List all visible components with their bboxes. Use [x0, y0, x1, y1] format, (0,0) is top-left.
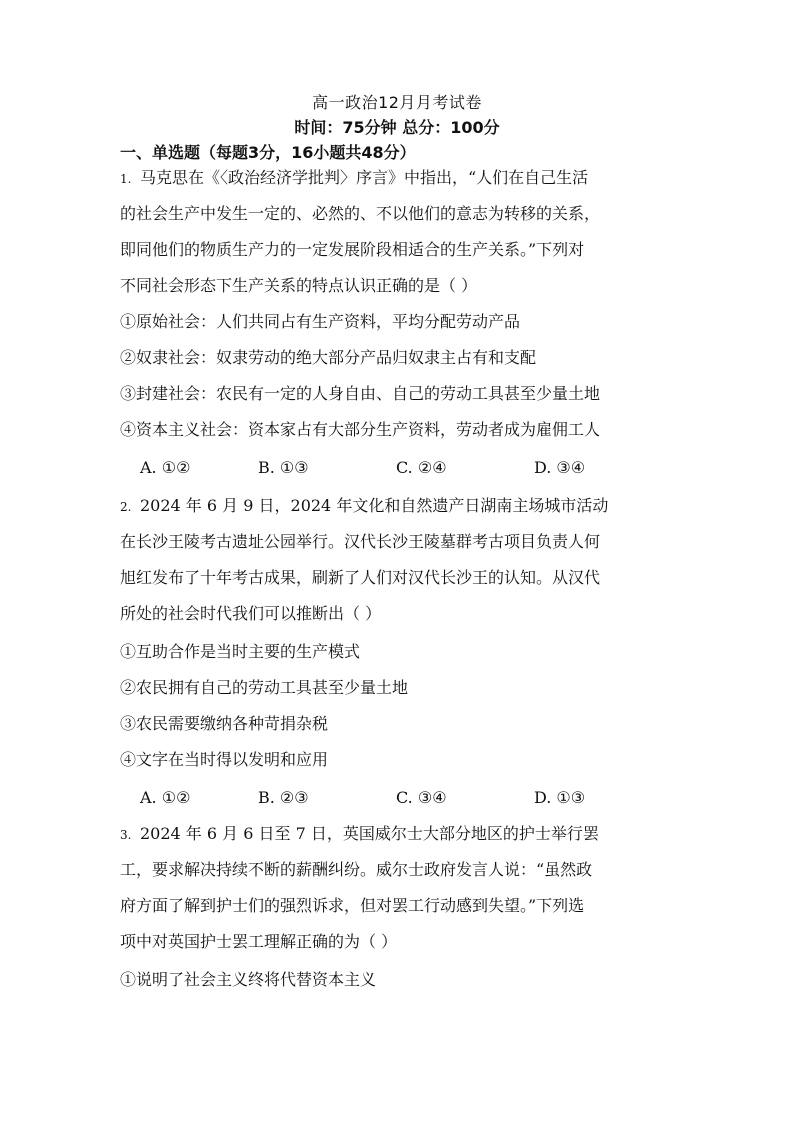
question-3-item-1: ①说明了社会主义终将代替资本主义 — [120, 970, 377, 989]
question-3-line-2: 工，要求解决持续不断的薪酬纠纷。威尔士政府发言人说：“虽然政 — [120, 860, 593, 879]
option-b: B. ②③ — [258, 788, 309, 807]
question-1-line-1 — [120, 166, 680, 191]
question-2-item-4: ④文字在当时得以发明和应用 — [120, 750, 329, 769]
question-number: 3. — [120, 828, 132, 842]
question-text: 马克思在《〈政治经济学批判〉序言》中指出，“人们在自己生活 — [140, 168, 589, 187]
question-number: 2. — [120, 500, 132, 514]
exam-info: 时间：75分钟 总分：100分 — [294, 118, 500, 137]
question-number: 1. — [120, 172, 132, 186]
option-d: D. ①③ — [534, 788, 586, 807]
option-c: C. ③④ — [396, 788, 447, 807]
page-title: 高一政治12月月考试卷 — [312, 93, 482, 112]
question-3-line-1 — [120, 822, 680, 847]
question-2-line-1 — [120, 494, 680, 519]
question-3-line-4: 项中对英国护士罢工理解正确的为（ ） — [120, 932, 398, 951]
question-2-line-4: 所处的社会时代我们可以推断出（ ） — [120, 604, 382, 623]
question-2-line-2: 在长沙王陵考古遗址公园举行。汉代长沙王陵墓群考古项目负责人何 — [120, 532, 601, 551]
question-1-item-4: ④资本主义社会：资本家占有大部分生产资料，劳动者成为雇佣工人 — [120, 420, 601, 439]
question-3-line-3: 府方面了解到护士们的强烈诉求，但对罢工行动感到失望。”下列选 — [120, 896, 585, 915]
question-1-line-2: 的社会生产中发生一定的、必然的、不以他们的意志为转移的关系， — [120, 204, 601, 223]
question-1-item-2: ②奴隶社会：奴隶劳动的绝大部分产品归奴隶主占有和支配 — [120, 348, 537, 367]
option-c: C. ②④ — [396, 458, 447, 477]
question-2-line-3: 旭红发布了十年考古成果，刷新了人们对汉代长沙王的认知。从汉代 — [120, 568, 601, 587]
question-1-line-4: 不同社会形态下生产关系的特点认识正确的是（ ） — [120, 276, 478, 295]
option-a: A. ①② — [140, 788, 191, 807]
option-a: A. ①② — [140, 458, 191, 477]
section-heading: 一、单选题（每题3分，16小题共48分） — [120, 143, 416, 162]
question-text: 2024 年 6 月 6 日至 7 日，英国威尔士大部分地区的护士举行罢 — [140, 824, 599, 843]
question-2-item-3: ③农民需要缴纳各种苛捐杂税 — [120, 714, 329, 733]
question-1-item-1: ①原始社会：人们共同占有生产资料，平均分配劳动产品 — [120, 312, 521, 331]
question-2-item-1: ①互助合作是当时主要的生产模式 — [120, 642, 361, 661]
question-2-item-2: ②农民拥有自己的劳动工具甚至少量土地 — [120, 678, 409, 697]
question-1-line-3: 即同他们的物质生产力的一定发展阶段相适合的生产关系。”下列对 — [120, 240, 585, 259]
question-text: 2024 年 6 月 9 日，2024 年文化和自然遗产日湖南主场城市活动 — [140, 496, 609, 515]
option-d: D. ③④ — [534, 458, 586, 477]
option-b: B. ①③ — [258, 458, 309, 477]
question-1-item-3: ③封建社会：农民有一定的人身自由、自己的劳动工具甚至少量土地 — [120, 384, 601, 403]
